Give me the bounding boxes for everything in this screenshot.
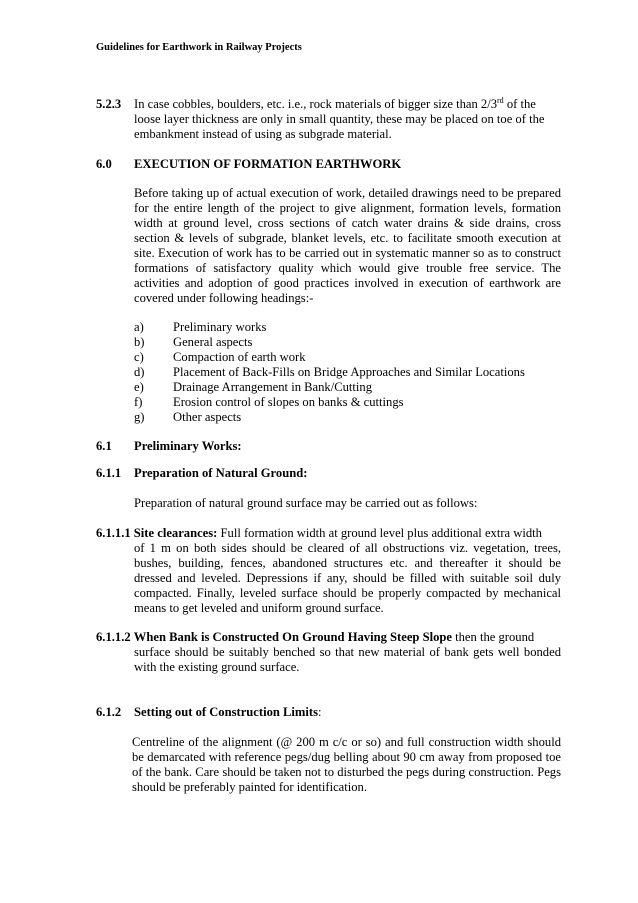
section-paragraph: Centreline of the alignment (@ 200 m c/c or so) and full construction width should be demarcated with reference pegs/dug belling about 90 cm away from proposed toe of the bank. Care should be taken not to disturbed the pegs during construction. Pegs should be preferably painted for identification. [132, 735, 561, 794]
list-text: General aspects [173, 335, 253, 349]
list-label: c) [134, 350, 144, 364]
text-line [96, 630, 561, 645]
section-6-1-1 [96, 466, 561, 516]
text-segment: Full formation width at ground level plus additional extra width [217, 526, 542, 540]
hanging-paragraph [96, 526, 561, 616]
section-title: EXECUTION OF FORMATION EARTHWORK [134, 157, 402, 171]
list-label: a) [134, 320, 144, 334]
text-segment: In case cobbles, boulders, etc. i.e., rock materials of bigger size than 2/3 [134, 97, 497, 111]
section-6-1 [96, 439, 561, 455]
text-segment: of the [503, 97, 536, 111]
text-line [96, 526, 561, 541]
section-paragraph: Preparation of natural ground surface may be carried out as follows: [134, 496, 478, 510]
section-number: 6.0 [96, 157, 112, 171]
section-title: Preliminary Works: [134, 439, 242, 453]
section-number: 6.1.1.1 [96, 526, 131, 540]
heading-colon: : [318, 705, 322, 719]
section-5-2-3 [96, 97, 561, 145]
section-heading [134, 705, 322, 720]
section-title: When Bank is Constructed On Ground Having Steep Slope [133, 630, 452, 644]
text-line [134, 97, 561, 112]
section-number: 6.1.2 [96, 705, 122, 719]
text-segment: then the ground [451, 630, 535, 644]
list-text: Drainage Arrangement in Bank/Cutting [173, 380, 373, 394]
section-6-1-1-2 [96, 630, 561, 678]
list-label: d) [134, 365, 145, 379]
section-5-2-3-text [134, 97, 561, 142]
section-paragraph: of 1 m on both sides should be cleared of all obstructions viz. vegetation, trees, bushes, building, fences, abandoned structures etc. and thereafter it should be dressed and leveled. Depressions if any, should be filled with suitable soil duly compacted. Finally, leveled surface should be properly compacted by mechanical means to get leveled and uniform ground surface. [134, 541, 561, 615]
list-text: Placement of Back-Fills on Bridge Approaches and Similar Locations [173, 365, 525, 379]
list-text: Preliminary works [173, 320, 267, 334]
section-paragraph: surface should be suitably benched so that new material of bank gets well bonded with the existing ground surface. [134, 645, 561, 674]
section-number: 6.1 [96, 439, 112, 453]
list-text: Erosion control of slopes on banks & cuttings [173, 395, 404, 409]
list-label: b) [134, 335, 145, 349]
list-label: g) [134, 410, 145, 424]
section-title: Preparation of Natural Ground: [134, 466, 308, 480]
list-label: e) [134, 380, 144, 394]
section-6-0 [96, 157, 561, 427]
hanging-paragraph [96, 630, 561, 675]
list-text: Other aspects [173, 410, 242, 424]
list-label: f) [134, 395, 143, 409]
section-number: 6.1.1.2 [96, 630, 131, 644]
section-number: 6.1.1 [96, 466, 122, 480]
section-6-1-1-1 [96, 526, 561, 618]
superscript: rd [497, 96, 504, 105]
list-text: Compaction of earth work [173, 350, 306, 364]
section-title: Setting out of Construction Limits [134, 705, 319, 719]
text-line: loose layer thickness are only in small quantity, these may be placed on toe of the [134, 112, 545, 126]
section-number: 5.2.3 [96, 97, 122, 111]
section-6-1-2 [96, 705, 561, 795]
text-line: embankment instead of using as subgrade material. [134, 127, 392, 141]
section-title: Site clearances: [133, 526, 218, 540]
section-paragraph: Before taking up of actual execution of work, detailed drawings need to be prepared for the entire length of the project to give alignment, formation levels, formation width at ground level, cross sections of catch water drains & side drains, cross section & levels of subgrade, blanket levels, etc. to facilitate smooth execution at site. Execution of work has to be carried out in systematic manner so as to construct formations of satisfactory quality which would give trouble free service. The activities and adoption of good practices involved in execution of earthwork are covered under following headings:- [134, 186, 561, 305]
page-header: Guidelines for Earthwork in Railway Projects [96, 42, 302, 53]
